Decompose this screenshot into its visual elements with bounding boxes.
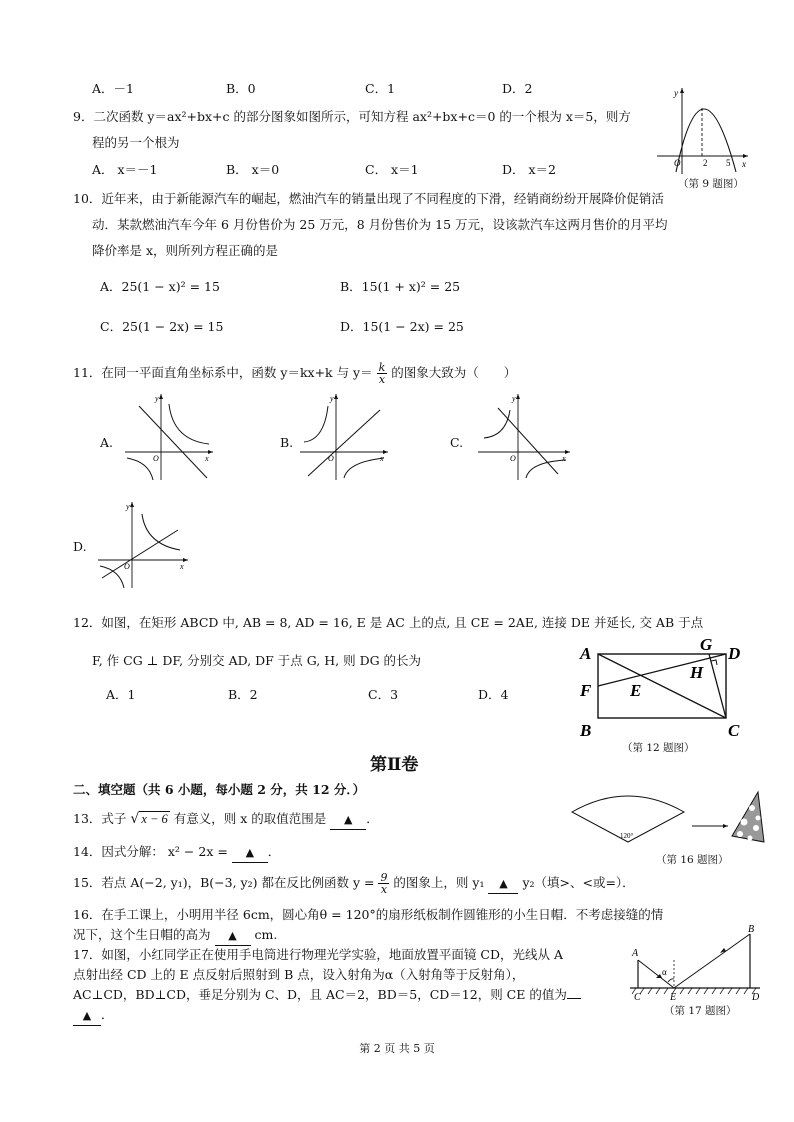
q16-answer-blank[interactable]: [215, 926, 251, 946]
q12-point-g: G: [700, 635, 713, 654]
q13-text-pre: 13．式子: [73, 811, 127, 826]
q12-point-e: E: [630, 681, 642, 700]
q14-text-end: ．: [267, 844, 281, 859]
q12-line1: 12．如图，在矩形 ABCD 中, AB = 8, AD = 16, E 是 AC 上的点, 且 CE = 2AE, 连接 DE 并延长, 交 AB 于点: [73, 615, 704, 630]
q11-text-post: 的图象大致为（ ）: [391, 365, 517, 380]
q16-angle-label: 120°: [620, 832, 634, 840]
q12-point-h: H: [690, 663, 704, 682]
q13-text-post: 有意义，则 x 的取值范围是: [173, 811, 327, 826]
section2-title: 第Ⅱ卷: [370, 755, 419, 775]
q11c-y: y: [512, 394, 516, 403]
q12-point-f: F: [580, 681, 592, 700]
q11b-x: x: [380, 454, 384, 463]
q16-line2: [73, 926, 277, 946]
q11-fraction-denominator: x: [378, 373, 386, 386]
q11-label-c: C.: [450, 435, 464, 450]
sqrt-icon: √: [130, 811, 140, 827]
q11-question: [73, 362, 516, 385]
q12-caption: （第 12 题图）: [622, 742, 695, 754]
q13-answer-blank[interactable]: [330, 810, 366, 830]
q9-x-label: x: [742, 159, 746, 169]
q17-reflection-figure: [626, 920, 766, 1004]
q8-option-b: B．0: [226, 81, 256, 96]
q17-text: AC⊥CD，BD⊥CD，垂足分别为 C、D，且 AC＝2，BD＝5，CD＝12，则 CE 的值为: [73, 987, 567, 1002]
q15-question: [73, 872, 635, 895]
q13-radicand: x − 6: [141, 812, 168, 826]
q10-line2: 动．某款燃油汽车今年 6 月份售价为 25 万元，8 月份售价为 15 万元，设该款汽车这两月售价的月平均: [92, 217, 668, 232]
q11-label-b: B.: [280, 435, 294, 450]
q11-label-a: A.: [100, 435, 114, 450]
q9-option-d: D． x＝2: [502, 162, 556, 177]
q15-fraction: [378, 872, 389, 895]
q16-text-pre: 况下，这个生日帽的高为: [73, 927, 211, 942]
q17-line4: [73, 1006, 114, 1026]
q9-line2: 程的另一个根为: [92, 135, 180, 150]
q15-fraction-numerator: 9: [380, 871, 388, 884]
q11d-y: y: [126, 502, 130, 511]
q12-option-d: D．4: [478, 687, 509, 702]
q11c-o: O: [510, 454, 516, 463]
q9-caption: （第 9 题图）: [678, 178, 744, 190]
q17-line2: 点射出经 CD 上的 E 点反射后照射到 B 点，设入射角为α（入射角等于反射角），: [73, 967, 525, 982]
q11-label-d: D.: [73, 539, 87, 554]
q17-point-a: A: [632, 948, 639, 959]
q13-question: [73, 810, 379, 830]
q10-option-c: C．25(1 − 2x) = 15: [100, 319, 224, 334]
q9-parabola-figure: [652, 86, 752, 176]
q12-option-a: A．1: [106, 687, 136, 702]
q11-graph-a: [125, 392, 215, 482]
q17-point-d: D: [752, 992, 760, 1003]
q17-point-b: B: [748, 924, 755, 935]
q11-graph-d: [98, 500, 193, 590]
answer-triangle-icon: ▲: [82, 1009, 92, 1022]
q11-graph-c: [478, 392, 573, 482]
q13-text-end: ．: [366, 811, 379, 826]
q17-line1: 17．如图，小红同学正在使用手电筒进行物理光学实验，地面放置平面镜 CD，光线从 A: [73, 947, 563, 962]
q11-fraction-numerator: k: [378, 361, 386, 374]
q8-option-a: A．－1: [92, 81, 134, 96]
q11d-x: x: [180, 562, 184, 571]
q12-option-b: B．2: [228, 687, 258, 702]
q11a-x: x: [205, 454, 209, 463]
q16-text-post: cm.: [254, 927, 278, 942]
q9-tick-5: 5: [726, 158, 731, 168]
q9-origin-label: O: [674, 158, 681, 168]
q17-point-e: E: [670, 992, 677, 1003]
q12-point-c: C: [728, 721, 740, 740]
q16-caption: （第 16 题图）: [656, 854, 729, 866]
q9-line1: 9．二次函数 y＝ax²+bx+c 的部分图象如图所示，可知方程 ax²+bx+c＝0 的一个根为 x＝5，则方: [73, 109, 631, 124]
q15-text-post: y₂（填>、<或=）．: [522, 875, 635, 890]
q10-option-d: D．15(1 − 2x) = 25: [340, 319, 464, 334]
page-footer: 第 2 页 共 5 页: [359, 1042, 435, 1055]
q11-text-pre: 11．在同一平面直角坐标系中，函数 y＝kx+k 与 y＝: [73, 365, 373, 380]
q12-option-c: C．3: [368, 687, 399, 702]
q12-line2: F, 作 CG ⊥ DF, 分别交 AD, DF 于点 G, H, 则 DG 的长为: [92, 653, 422, 668]
q12-point-b: B: [580, 721, 592, 740]
answer-triangle-icon: ▲: [344, 813, 353, 826]
section2-header: 二、填空题（共 6 小题，每小题 2 分，共 12 分．）: [73, 782, 366, 797]
q15-answer-blank[interactable]: [488, 874, 518, 894]
answer-triangle-icon: ▲: [228, 929, 237, 942]
q8-option-d: D．2: [502, 81, 533, 96]
q11-graph-b: [300, 392, 390, 482]
q14-question: [73, 843, 280, 863]
q17-caption: （第 17 题图）: [664, 1005, 737, 1017]
q9-option-b: B． x＝0: [226, 162, 280, 177]
q11c-x: x: [562, 454, 566, 463]
answer-triangle-icon: ▲: [499, 877, 508, 890]
q16-line1: 16．在手工课上，小明用半径 6cm，圆心角θ = 120°的扇形纸板制作圆锥形的小生日帽．不考虑接缝的情: [73, 907, 664, 922]
q15-text-mid: 的图象上，则 y₁: [393, 875, 485, 890]
q10-line3: 降价率是 x，则所列方程正确的是: [92, 243, 279, 258]
q17-point-c: C: [634, 992, 641, 1003]
q17-line3: [73, 986, 581, 1004]
q12-point-d: D: [728, 644, 741, 663]
q8-option-c: C．1: [365, 81, 396, 96]
q17-answer-blank[interactable]: [73, 1006, 101, 1026]
q12-point-a: A: [580, 644, 592, 663]
q17-text-end: ．: [101, 1007, 114, 1022]
q12-rectangle-figure: [576, 630, 756, 740]
q15-text-pre: 15．若点 A(−2, y₁)，B(−3, y₂) 都在反比例函数 y =: [73, 875, 375, 890]
q14-answer-blank[interactable]: [232, 843, 268, 863]
q11b-o: O: [328, 454, 334, 463]
q11b-y: y: [330, 394, 334, 403]
q9-option-a: A． x＝－1: [92, 162, 158, 177]
q10-line1: 10．近年来，由于新能源汽车的崛起，燃油汽车的销量出现了不同程度的下滑，经销商纷纷开展降价促销活: [73, 191, 664, 206]
q10-option-b: B．15(1 + x)² = 25: [340, 279, 461, 294]
q14-text-pre: 14．因式分解： x² − 2x =: [73, 844, 228, 859]
q17-alpha: α: [662, 967, 667, 977]
q15-fraction-denominator: x: [380, 883, 388, 896]
q11a-y: y: [155, 394, 159, 403]
q9-y-label: y: [674, 88, 678, 98]
q10-option-a: A．25(1 − x)² = 15: [100, 279, 220, 294]
q9-option-c: C． x＝1: [365, 162, 419, 177]
q9-tick-2: 2: [703, 158, 708, 168]
q16-sector-cone-figure: [568, 790, 768, 860]
answer-triangle-icon: ▲: [245, 846, 255, 859]
q11d-o: O: [124, 562, 130, 571]
q17-answer-blank-start[interactable]: [567, 998, 581, 999]
q11-fraction: [377, 362, 388, 385]
q11a-o: O: [153, 454, 159, 463]
